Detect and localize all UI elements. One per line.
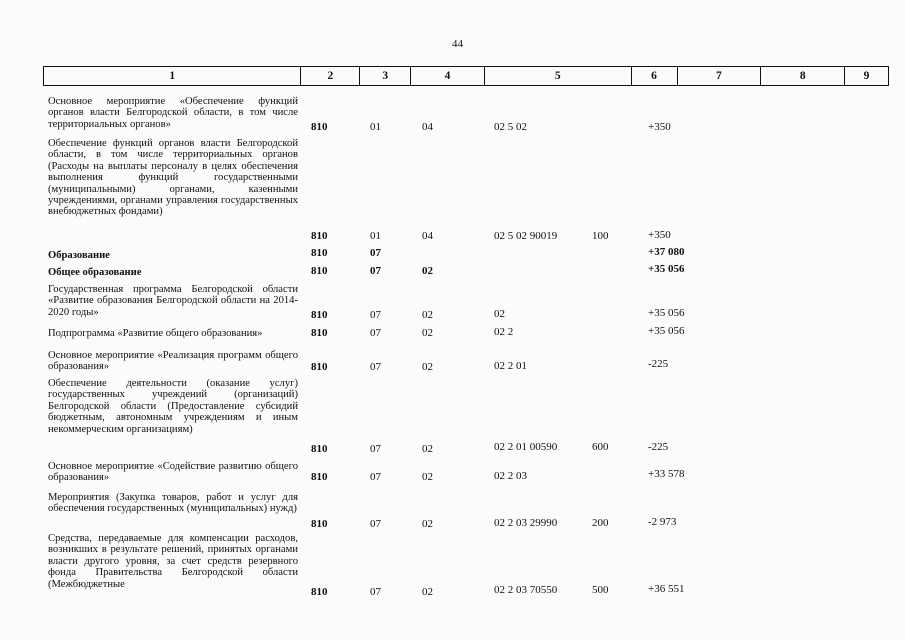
cell-col-4: 02: [422, 443, 433, 455]
row-description: Государственная программа Белгородской области «Развитие образования Белгородской области на 2014-2020 годы»: [48, 284, 298, 318]
cell-col-3: 07: [370, 586, 381, 598]
row-description: Основное мероприятие «Содействие развитию общего образования»: [48, 461, 298, 484]
cell-col-3: 01: [370, 230, 381, 242]
cell-col-5: 02 2 03 29990: [494, 517, 558, 529]
cell-col-3: 07: [370, 443, 381, 455]
cell-col-4: 04: [422, 121, 433, 133]
cell-col-4: 02: [422, 518, 433, 530]
cell-col-6: 500: [592, 584, 609, 596]
cell-col-7: +35 056: [648, 325, 685, 337]
cell-col-2: 810: [311, 247, 328, 259]
cell-col-7: +33 578: [648, 468, 685, 480]
cell-col-3: 01: [370, 121, 381, 133]
header-col-9: 9: [863, 70, 870, 82]
header-col-3: 3: [360, 67, 411, 85]
row-description: Образование: [48, 250, 110, 261]
cell-col-2: 810: [311, 265, 328, 277]
cell-col-5: 02 2 01 00590: [494, 441, 558, 453]
header-col-2: 2: [301, 67, 360, 85]
cell-col-4: 02: [422, 309, 433, 321]
page-number: 44: [452, 38, 463, 50]
row-description: Средства, передаваемые для компенсации расходов, возникших в результате решений, принятых органами власти другого уровня, за счет средств резервного фонда Правительства Белгородской области (Межбюджетные: [48, 533, 298, 590]
cell-col-5: 02 2 03: [494, 470, 527, 482]
cell-col-5: 02 2: [494, 326, 514, 338]
cell-col-4: 02: [422, 265, 433, 277]
cell-col-4: 04: [422, 230, 433, 242]
cell-col-5: 02 5 02 90019: [494, 230, 558, 242]
row-description: Подпрограмма «Развитие общего образования»: [48, 328, 263, 339]
cell-col-3: 07: [370, 265, 381, 277]
cell-col-7: +35 056: [648, 307, 685, 319]
header-col-5: 5: [485, 67, 632, 85]
cell-col-4: 02: [422, 586, 433, 598]
header-col-6: 6: [632, 67, 678, 85]
cell-col-2: 810: [311, 471, 328, 483]
row-description: Основное мероприятие «Обеспечение функций органов власти Белгородской области, в том числе территориальных органов»: [48, 96, 298, 130]
cell-col-7: -2 973: [648, 516, 677, 528]
cell-col-6: 200: [592, 517, 609, 529]
header-col-4: 4: [411, 67, 485, 85]
cell-col-3: 07: [370, 247, 381, 259]
row-description: Основное мероприятие «Реализация программ общего образования»: [48, 350, 298, 373]
cell-col-4: 02: [422, 471, 433, 483]
cell-col-2: 810: [311, 443, 328, 455]
cell-col-5: 02 5 02: [494, 121, 527, 133]
header-col-8: 8: [761, 67, 845, 85]
row-description: Мероприятия (Закупка товаров, работ и услуг для обеспечения государственных (муниципальных) нужд): [48, 492, 298, 515]
cell-col-3: 07: [370, 518, 381, 530]
cell-col-7: +35 056: [648, 263, 685, 275]
cell-col-3: 07: [370, 327, 381, 339]
cell-col-5: 02 2 03 70550: [494, 584, 558, 596]
cell-col-7: +350: [648, 229, 671, 241]
cell-col-2: 810: [311, 518, 328, 530]
cell-col-2: 810: [311, 361, 328, 373]
row-description: Обеспечение функций органов власти Белгородской области, в том числе территориальных органов (Расходы на выплаты персоналу в целях обеспечения выполнения функций государственными (муниципальными) органами, казенными учреждениями, органами управления государственных внебюджетных фондами): [48, 138, 298, 218]
cell-col-6: 600: [592, 441, 609, 453]
cell-col-2: 810: [311, 586, 328, 598]
cell-col-2: 810: [311, 327, 328, 339]
cell-col-7: +36 551: [648, 583, 685, 595]
cell-col-3: 07: [370, 309, 381, 321]
cell-col-2: 810: [311, 121, 328, 133]
cell-col-3: 07: [370, 361, 381, 373]
cell-col-2: 810: [311, 309, 328, 321]
cell-col-7: -225: [648, 441, 669, 453]
header-col-7: 7: [678, 67, 762, 85]
cell-col-5: 02: [494, 308, 505, 320]
header-col-1: 1: [44, 67, 301, 85]
cell-col-6: 100: [592, 230, 609, 242]
cell-col-4: 02: [422, 327, 433, 339]
row-description: Обеспечение деятельности (оказание услуг) государственных учреждений (организаций) Белгородской области (Предоставление субсидий бюджетным, автономным учреждениям и иным некоммерческим организациям): [48, 378, 298, 435]
cell-col-7: -225: [648, 358, 669, 370]
cell-col-3: 07: [370, 471, 381, 483]
cell-col-7: +350: [648, 121, 671, 133]
cell-col-4: 02: [422, 361, 433, 373]
cell-col-2: 810: [311, 230, 328, 242]
row-description: Общее образование: [48, 267, 142, 278]
cell-col-5: 02 2 01: [494, 360, 527, 372]
cell-col-7: +37 080: [648, 246, 685, 258]
